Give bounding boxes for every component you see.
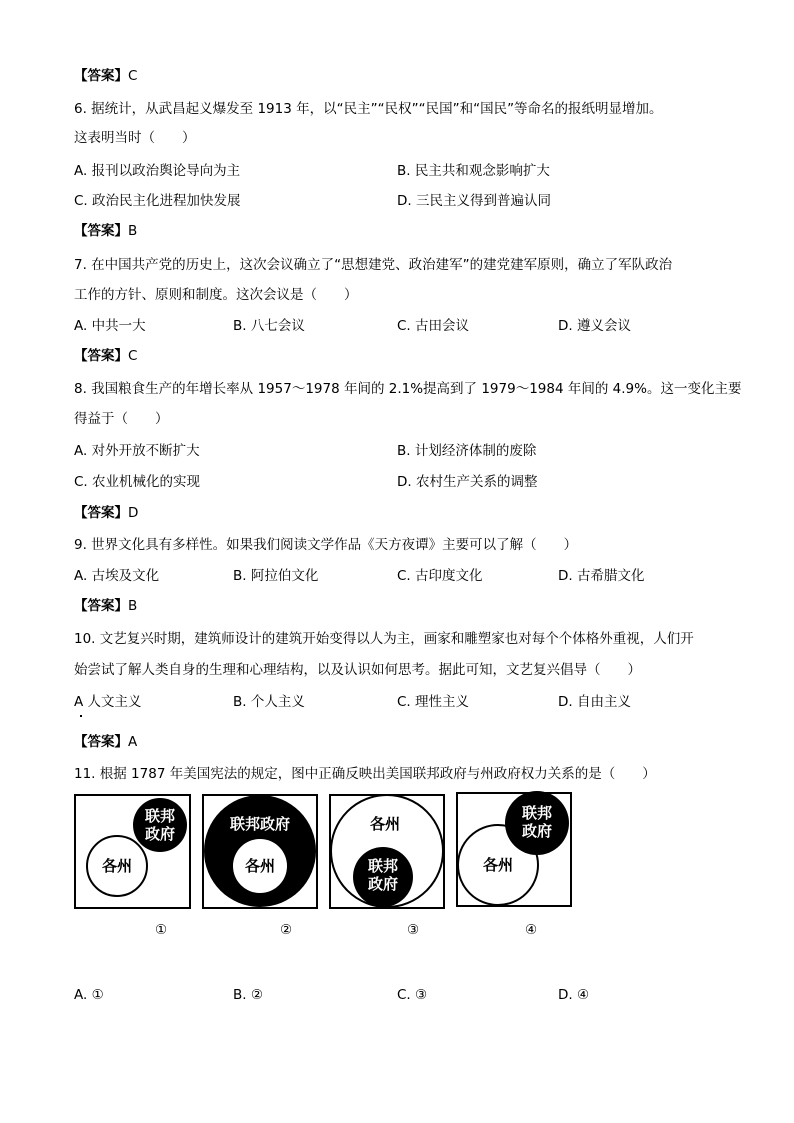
option-b: B. 八七会议 xyxy=(233,318,305,334)
question-6-text-cont: 这表明当时（ ） xyxy=(74,130,196,146)
option-c: C. 理性主义 xyxy=(397,694,470,710)
diagram-label-4: ④ xyxy=(525,922,538,938)
option-b: B. 个人主义 xyxy=(233,694,305,710)
svg-text:政府: 政府 xyxy=(521,822,553,840)
question-9-text: 9. 世界文化具有多样性。如果我们阅读文学作品《天方夜谭》主要可以了解（ ） xyxy=(74,537,578,553)
question-8-text-cont: 得益于（ ） xyxy=(74,411,169,427)
option-b: B. 阿拉伯文化 xyxy=(233,568,319,584)
diagram-label-1: ① xyxy=(155,922,168,938)
question-7-text-cont: 工作的方针、原则和制度。这次会议是（ ） xyxy=(74,287,358,303)
svg-text:联邦: 联邦 xyxy=(144,807,176,825)
option-b: B. 计划经济体制的废除 xyxy=(397,443,537,459)
diagram-2 xyxy=(203,795,317,908)
diagram-label-3: ③ xyxy=(407,922,420,938)
svg-text:各州: 各州 xyxy=(482,856,514,874)
question-11-text: 11. 根据 1787 年美国宪法的规定，图中正确反映出美国联邦政府与州政府权力关系的是（ ） xyxy=(74,766,656,782)
option-d: D. ④ xyxy=(558,987,590,1003)
svg-text:政府: 政府 xyxy=(144,825,176,843)
svg-text:政府: 政府 xyxy=(367,875,399,893)
svg-text:联邦: 联邦 xyxy=(367,857,399,875)
answer-line: 【答案】C xyxy=(74,348,138,364)
diagram-3 xyxy=(330,795,444,908)
answer-line: 【答案】D xyxy=(74,505,139,521)
question-8-text: 8. 我国粮食生产的年增长率从 1957～1978 年间的 2.1%提高到了 1979～1984 年间的 4.9%。这一变化主要 xyxy=(74,381,742,397)
option-b: B. 民主共和观念影响扩大 xyxy=(397,163,550,179)
diagram-1 xyxy=(75,795,190,908)
option-a: A. 古埃及文化 xyxy=(74,568,160,584)
option-c: C. ③ xyxy=(397,987,428,1003)
option-d: D. 遵义会议 xyxy=(558,318,631,334)
option-c: C. 政治民主化进程加快发展 xyxy=(74,193,241,209)
option-c: C. 农业机械化的实现 xyxy=(74,474,201,490)
diagram-label-2: ② xyxy=(280,922,293,938)
option-a: A. 对外开放不断扩大 xyxy=(74,443,200,459)
option-a: A 人文主义 xyxy=(74,694,142,710)
option-a: A. 报刊以政治舆论导向为主 xyxy=(74,163,241,179)
option-c: C. 古印度文化 xyxy=(397,568,483,584)
option-d: D. 自由主义 xyxy=(558,694,631,710)
option-d: D. 农村生产关系的调整 xyxy=(397,474,538,490)
svg-text:联邦政府: 联邦政府 xyxy=(229,815,291,833)
diagram-4 xyxy=(457,791,571,906)
answer-line: 【答案】A xyxy=(74,734,138,750)
answer-line: 【答案】C xyxy=(74,68,138,84)
question-10-text-cont: 始尝试了解人类自身的生理和心理结构，以及认识如何思考。据此可知，文艺复兴倡导（ ） xyxy=(74,662,641,678)
option-a: A. ① xyxy=(74,987,104,1003)
svg-text:各州: 各州 xyxy=(369,815,401,833)
option-d: D. 古希腊文化 xyxy=(558,568,645,584)
question-10-text: 10. 文艺复兴时期，建筑师设计的建筑开始变得以人为主，画家和雕塑家也对每个个体格外重视，人们开 xyxy=(74,631,694,647)
question-6-text: 6. 据统计，从武昌起义爆发至 1913 年，以“民主”“民权”“民国”和“国民”等命名的报纸明显增加。 xyxy=(74,101,663,117)
svg-text:联邦: 联邦 xyxy=(521,804,553,822)
answer-line: 【答案】B xyxy=(74,223,138,239)
svg-text:各州: 各州 xyxy=(101,857,133,875)
option-a: A. 中共一大 xyxy=(74,318,146,334)
option-d: D. 三民主义得到普遍认同 xyxy=(397,193,551,209)
answer-line: 【答案】B xyxy=(74,598,138,614)
option-b: B. ② xyxy=(233,987,263,1003)
question-7-text: 7. 在中国共产党的历史上，这次会议确立了“思想建党、政治建军”的建党建军原则，确立了军队政治 xyxy=(74,257,673,273)
option-c: C. 古田会议 xyxy=(397,318,470,334)
svg-text:各州: 各州 xyxy=(244,857,276,875)
